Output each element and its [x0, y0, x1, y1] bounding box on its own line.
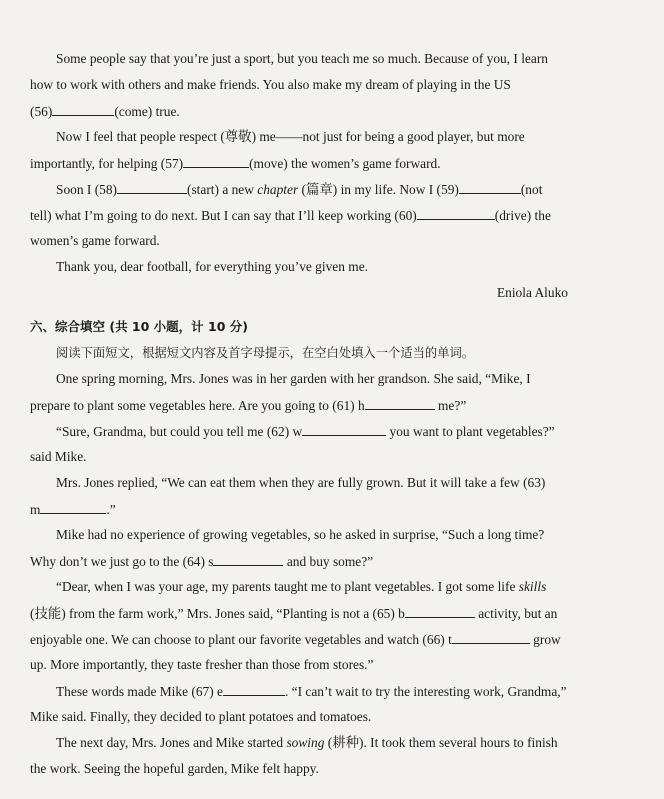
section-six-heading: 六、综合填空 (共 10 小题，计 10 分) [30, 319, 248, 334]
passage1-line-6: Soon I (58) (start) a new chapter (篇章) in my life. Now I (59) (not [56, 182, 543, 197]
passage1-line-4: Now I feel that people respect (尊敬) me——not just for being a good player, but more [56, 129, 525, 144]
passage1-line-2: how to work with others and make friends. You also make my dream of playing in the US [30, 77, 511, 92]
answer-blank-65[interactable] [405, 604, 475, 618]
passage1-line-8: women’s game forward. [30, 233, 160, 248]
passage1-line-3: (56) (come) true. [30, 104, 180, 119]
passage2-line-14: Mike said. Finally, they decided to plant potatoes and tomatoes. [30, 709, 372, 724]
passage2-line-3: “Sure, Grandma, but could you tell me (62) w you want to plant vegetables?” [56, 424, 555, 439]
answer-blank-60[interactable] [417, 206, 495, 220]
answer-blank-67[interactable] [223, 682, 285, 696]
passage2-line-16: the work. Seeing the hopeful garden, Mike felt happy. [30, 761, 319, 776]
passage2-line-1: One spring morning, Mrs. Jones was in her garden with her grandson. She said, “Mike, I [56, 371, 531, 386]
passage2-line-6: m .” [30, 502, 116, 517]
passage2-line-4: said Mike. [30, 449, 87, 464]
passage2-line-10: (技能) from the farm work,” Mrs. Jones said, “Planting is not a (65) b activity, but an [30, 606, 558, 621]
answer-blank-61[interactable] [365, 396, 435, 410]
passage2-line-5: Mrs. Jones replied, “We can eat them when they are fully grown. But it will take a few (63) [56, 475, 546, 490]
answer-blank-56[interactable] [52, 102, 114, 116]
passage2-line-8: Why don’t we just go to the (64) s and buy some?” [30, 554, 374, 569]
passage2-line-13: These words made Mike (67) e . “I can’t wait to try the interesting work, Grandma,” [56, 684, 567, 699]
passage1-line-9: Thank you, dear football, for everything you’ve given me. [56, 259, 368, 274]
answer-blank-58[interactable] [117, 180, 187, 194]
passage2-line-7: Mike had no experience of growing vegetables, so he asked in surprise, “Such a long time? [56, 527, 545, 542]
answer-blank-57[interactable] [183, 154, 249, 168]
passage2-line-9: “Dear, when I was your age, my parents taught me to plant vegetables. I got some life skills [56, 579, 547, 594]
answer-blank-66[interactable] [452, 630, 530, 644]
passage2-line-15: The next day, Mrs. Jones and Mike started sowing (耕种). It took them several hours to finish [56, 735, 558, 750]
answer-blank-64[interactable] [213, 552, 283, 566]
section-six-instruction: 阅读下面短文，根据短文内容及首字母提示，在空白处填入一个适当的单词。 [56, 346, 475, 360]
passage1-line-7: tell) what I’m going to do next. But I can say that I’ll keep working (60) (drive) the [30, 208, 551, 223]
passage2-line-2: prepare to plant some vegetables here. Are you going to (61) h me?” [30, 398, 467, 413]
passage1-line-1: Some people say that you’re just a sport, but you teach me so much. Because of you, I learn [56, 51, 548, 66]
passage1-line-5: importantly, for helping (57) (move) the women’s game forward. [30, 156, 441, 171]
answer-blank-59[interactable] [459, 180, 521, 194]
passage2-line-11: enjoyable one. We can choose to plant our favorite vegetables and watch (66) t grow [30, 632, 561, 647]
answer-blank-62[interactable] [302, 422, 386, 436]
passage2-line-12: up. More importantly, they taste fresher than those from stores.” [30, 657, 374, 672]
letter-signature: Eniola Aluko [496, 285, 568, 300]
answer-blank-63[interactable] [40, 500, 106, 514]
